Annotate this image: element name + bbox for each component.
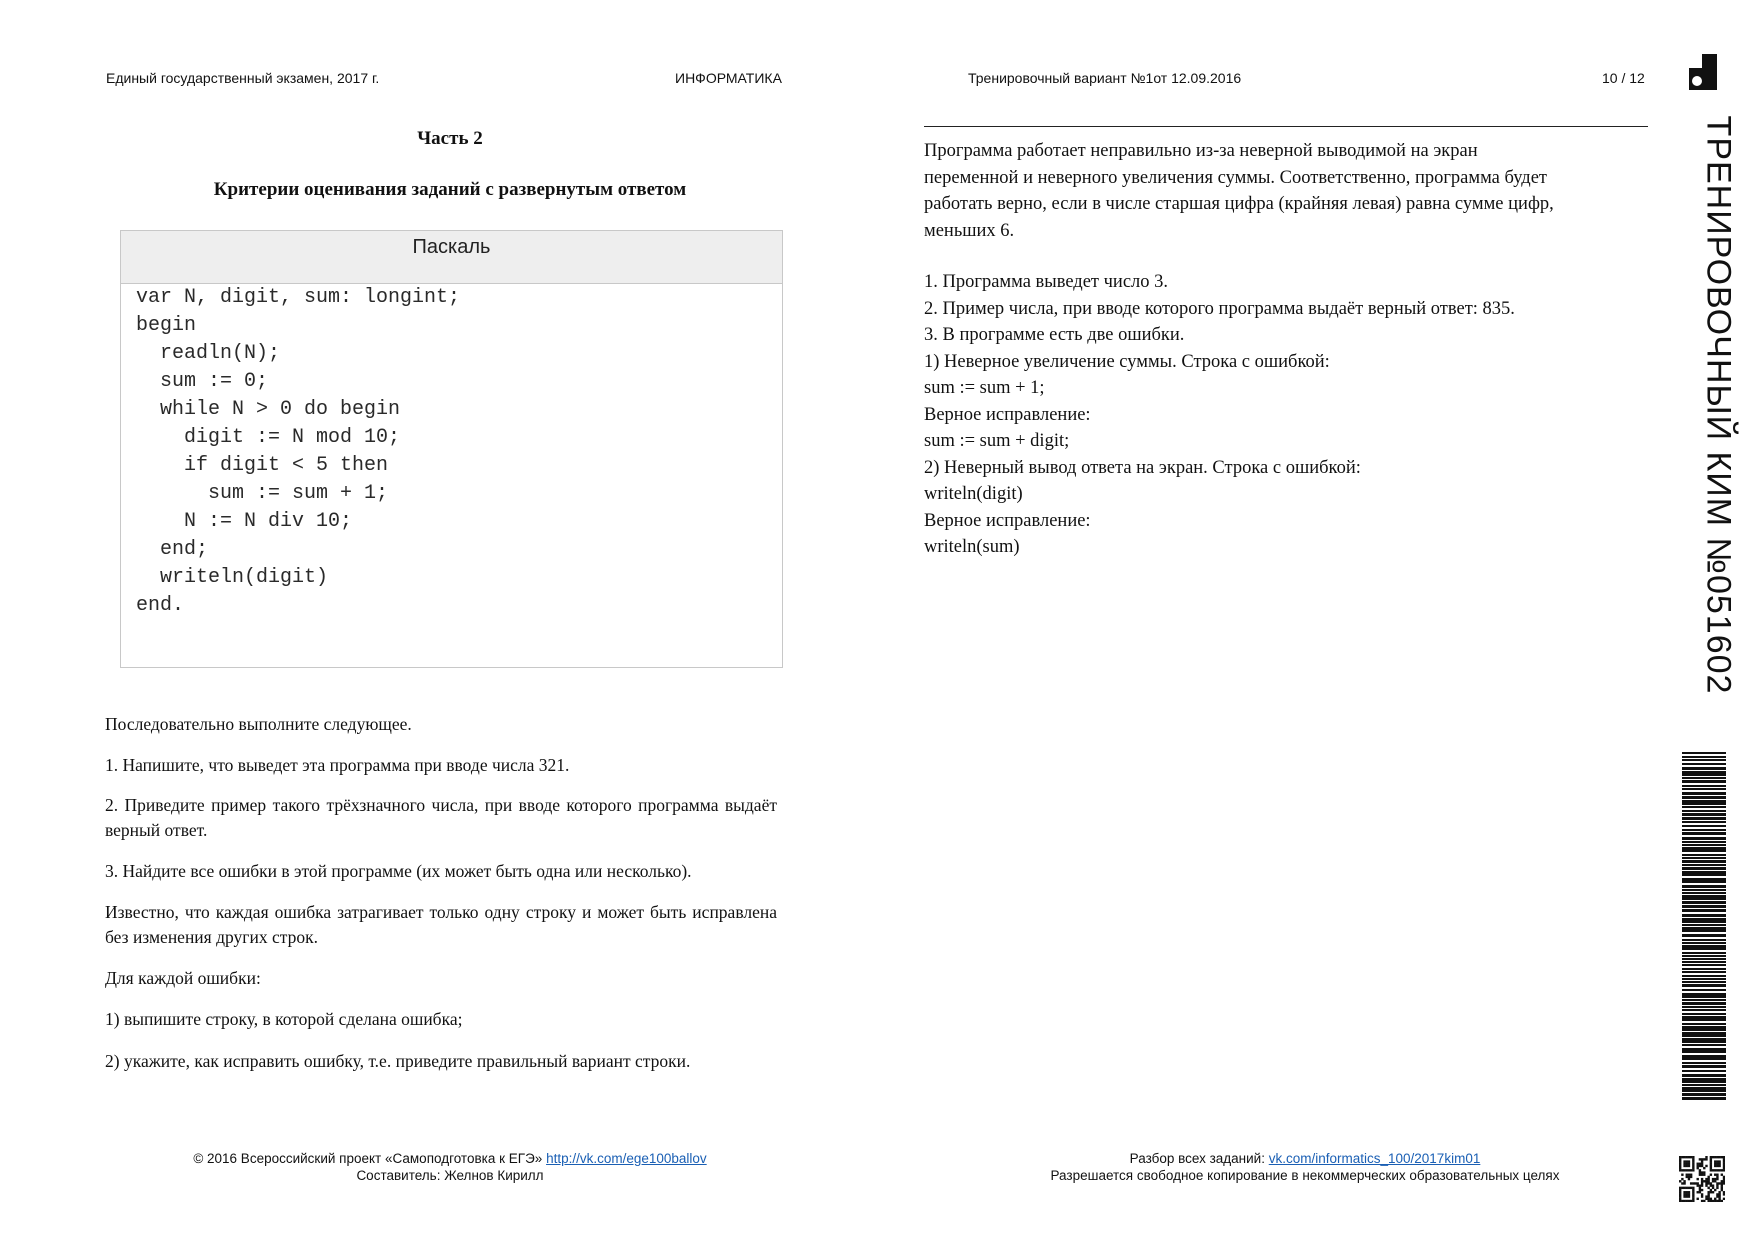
- answer-line: 1. Программа выведет число 3.: [924, 272, 1169, 292]
- code-line: if digit < 5 then: [136, 454, 389, 477]
- code-line: end;: [136, 538, 209, 561]
- logo-mark-icon: [1689, 54, 1717, 90]
- code-line: var N, digit, sum: longint;: [136, 286, 461, 309]
- footer-vk-link[interactable]: http://vk.com/ege100ballov: [546, 1151, 707, 1166]
- footer-review-link[interactable]: vk.com/informatics_100/2017kim01: [1268, 1151, 1481, 1166]
- header-variant: Тренировочный вариант №1от 12.09.2016: [968, 70, 1242, 86]
- footer-right: [1000, 1150, 1610, 1184]
- header-exam: Единый государственный экзамен, 2017 г.: [106, 70, 380, 86]
- task-item-2: 2. Приведите пример такого трёхзначного числа, при вводе которого программа выдаёт верный ответ.: [105, 795, 777, 840]
- footer-author: Составитель: Желнов Кирилл: [356, 1168, 544, 1183]
- answer-line: sum := sum + 1;: [924, 378, 1045, 398]
- code-line: sum := 0;: [136, 370, 269, 393]
- answer-line: Верное исправление:: [924, 404, 1091, 425]
- answer-line: 2) Неверный вывод ответа на экран. Строка с ошибкой:: [924, 457, 1361, 478]
- answer-line: 3. В программе есть две ошибки.: [924, 325, 1185, 345]
- code-line: begin: [136, 314, 197, 337]
- qr-code-icon: [1679, 1156, 1725, 1202]
- header-page-number: 10 / 12: [1602, 70, 1645, 86]
- answer-line: Верное исправление:: [924, 510, 1091, 531]
- code-lines: [121, 284, 782, 620]
- intro-line: меньших 6.: [924, 220, 1015, 241]
- barcode-icon: [1682, 752, 1726, 1100]
- code-line: while N > 0 do begin: [136, 398, 401, 421]
- answer-line: 1) Неверное увеличение суммы. Строка с ошибкой:: [924, 351, 1330, 372]
- task-for-each: Для каждой ошибки:: [105, 968, 261, 988]
- task-step-2: 2) укажите, как исправить ошибку, т.е. приведите правильный вариант строки.: [105, 1051, 691, 1071]
- code-line: digit := N mod 10;: [136, 426, 401, 449]
- intro-line: переменной и неверного увеличения суммы. Соответственно, программа будет: [924, 167, 1548, 188]
- code-line: writeln(digit): [136, 566, 329, 589]
- code-language-header: Паскаль: [121, 231, 782, 284]
- code-line: N := N div 10;: [136, 510, 353, 533]
- footer-review-label: Разбор всех заданий:: [1129, 1151, 1265, 1166]
- answer-line: writeln(digit): [924, 484, 1023, 504]
- code-line: end.: [136, 594, 185, 617]
- code-listing: [120, 230, 783, 668]
- task-item-3: 3. Найдите все ошибки в этой программе (их может быть одна или несколько).: [105, 861, 692, 881]
- answer-list: [924, 269, 1648, 561]
- intro-line: работать верно, если в числе старшая цифра (крайняя левая) равна сумме цифр,: [924, 194, 1554, 214]
- answer-line: writeln(sum): [924, 537, 1020, 557]
- header-divider: [924, 126, 1648, 127]
- answer-intro: [924, 138, 1648, 244]
- code-line: readln(N);: [136, 342, 281, 365]
- answer-line: sum := sum + digit;: [924, 431, 1070, 451]
- code-line: sum := sum + 1;: [136, 482, 389, 505]
- footer-copyright: © 2016 Всероссийский проект «Самоподготовка к ЕГЭ»: [193, 1151, 543, 1166]
- part-title: Часть 2: [417, 128, 483, 149]
- task-step-1: 1) выпишите строку, в которой сделана ошибка;: [105, 1009, 463, 1029]
- task-intro: Последовательно выполните следующее.: [105, 714, 412, 734]
- header-subject: ИНФОРМАТИКА: [675, 70, 782, 86]
- footer-license: Разрешается свободное копирование в некоммерческих образовательных целях: [1050, 1168, 1560, 1183]
- footer-left: [105, 1150, 795, 1184]
- criteria-title: Критерии оценивания заданий с развернутым ответом: [213, 179, 687, 200]
- answer-line: 2. Пример числа, при вводе которого программа выдаёт верный ответ: 835.: [924, 298, 1515, 319]
- task-item-1: 1. Напишите, что выведет эта программа при вводе числа 321.: [105, 755, 570, 775]
- task-note: Известно, что каждая ошибка затрагивает только одну строку и может быть исправлена без изменения других строк.: [105, 902, 777, 947]
- side-title: ТРЕНИРОВОЧНЫЙ КИМ №051602: [1699, 115, 1738, 695]
- intro-line: Программа работает неправильно из-за неверной выводимой на экран: [924, 141, 1478, 161]
